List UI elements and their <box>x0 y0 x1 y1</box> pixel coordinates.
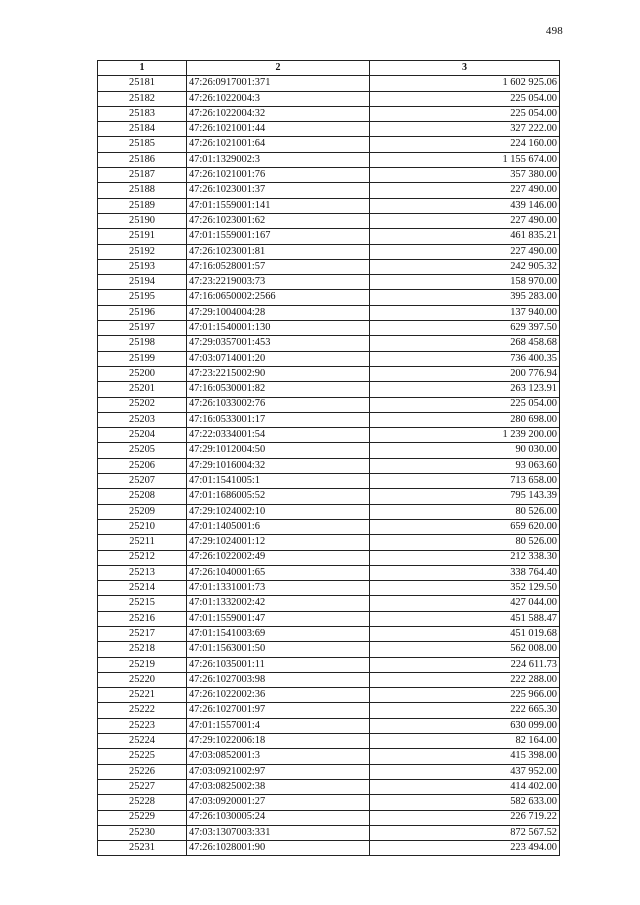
table-row <box>98 626 560 641</box>
cadastral-value-cell: 227 490.00 <box>370 183 560 198</box>
table-row <box>98 275 560 290</box>
table-row <box>98 397 560 412</box>
table-row <box>98 290 560 305</box>
row-number-cell: 25191 <box>98 229 187 244</box>
cadastral-number-cell: 47:03:0920001:27 <box>187 795 370 810</box>
cadastral-number-cell: 47:29:1024001:12 <box>187 535 370 550</box>
table-row <box>98 91 560 106</box>
table-row <box>98 611 560 626</box>
cadastral-number-cell: 47:01:1559001:167 <box>187 229 370 244</box>
cadastral-value-cell: 263 123.91 <box>370 382 560 397</box>
cadastral-value-cell: 225 054.00 <box>370 106 560 121</box>
row-number-cell: 25212 <box>98 550 187 565</box>
row-number-cell: 25207 <box>98 474 187 489</box>
cadastral-number-cell: 47:26:1023001:37 <box>187 183 370 198</box>
cadastral-number-cell: 47:26:1035001:11 <box>187 657 370 672</box>
row-number-cell: 25210 <box>98 519 187 534</box>
cadastral-number-cell: 47:01:1541003:69 <box>187 626 370 641</box>
cadastral-number-cell: 47:03:0825002:38 <box>187 779 370 794</box>
cadastral-number-cell: 47:01:1557001:4 <box>187 718 370 733</box>
table-row <box>98 321 560 336</box>
table-row <box>98 198 560 213</box>
cadastral-number-cell: 47:26:1021001:44 <box>187 122 370 137</box>
table-row <box>98 428 560 443</box>
cadastral-number-cell: 47:03:0921002:97 <box>187 764 370 779</box>
row-number-cell: 25231 <box>98 841 187 856</box>
cadastral-value-cell: 80 526.00 <box>370 504 560 519</box>
row-number-cell: 25205 <box>98 443 187 458</box>
row-number-cell: 25186 <box>98 152 187 167</box>
cadastral-number-cell: 47:26:1022004:3 <box>187 91 370 106</box>
table-row <box>98 825 560 840</box>
table-row <box>98 305 560 320</box>
column-header-1: 1 <box>98 61 187 76</box>
cadastral-value-cell: 451 588.47 <box>370 611 560 626</box>
row-number-cell: 25195 <box>98 290 187 305</box>
cadastral-value-cell: 225 054.00 <box>370 91 560 106</box>
table-row <box>98 474 560 489</box>
table-row <box>98 642 560 657</box>
row-number-cell: 25193 <box>98 259 187 274</box>
row-number-cell: 25213 <box>98 565 187 580</box>
cadastral-value-cell: 395 283.00 <box>370 290 560 305</box>
row-number-cell: 25220 <box>98 672 187 687</box>
cadastral-value-cell: 1 155 674.00 <box>370 152 560 167</box>
row-number-cell: 25216 <box>98 611 187 626</box>
table-row <box>98 734 560 749</box>
cadastral-value-cell: 224 611.73 <box>370 657 560 672</box>
cadastral-number-cell: 47:26:1030005:24 <box>187 810 370 825</box>
row-number-cell: 25184 <box>98 122 187 137</box>
cadastral-value-cell: 242 905.32 <box>370 259 560 274</box>
row-number-cell: 25228 <box>98 795 187 810</box>
cadastral-number-cell: 47:01:1559001:141 <box>187 198 370 213</box>
row-number-cell: 25181 <box>98 76 187 91</box>
cadastral-number-cell: 47:26:1033002:76 <box>187 397 370 412</box>
row-number-cell: 25202 <box>98 397 187 412</box>
table-row <box>98 213 560 228</box>
row-number-cell: 25199 <box>98 351 187 366</box>
cadastral-value-cell: 137 940.00 <box>370 305 560 320</box>
cadastral-number-cell: 47:26:1022002:49 <box>187 550 370 565</box>
cadastral-number-cell: 47:16:0530001:82 <box>187 382 370 397</box>
cadastral-number-cell: 47:01:1405001:6 <box>187 519 370 534</box>
row-number-cell: 25183 <box>98 106 187 121</box>
row-number-cell: 25200 <box>98 366 187 381</box>
table-row <box>98 688 560 703</box>
cadastral-value-cell: 223 494.00 <box>370 841 560 856</box>
cadastral-number-cell: 47:29:1012004:50 <box>187 443 370 458</box>
cadastral-value-cell: 93 063.60 <box>370 458 560 473</box>
table-row <box>98 749 560 764</box>
table-row <box>98 810 560 825</box>
cadastral-value-cell: 227 490.00 <box>370 244 560 259</box>
table-row <box>98 366 560 381</box>
table-row <box>98 351 560 366</box>
table-row <box>98 489 560 504</box>
cadastral-value-cell: 414 402.00 <box>370 779 560 794</box>
row-number-cell: 25194 <box>98 275 187 290</box>
table-row <box>98 106 560 121</box>
cadastral-value-cell: 461 835.21 <box>370 229 560 244</box>
cadastral-value-cell: 415 398.00 <box>370 749 560 764</box>
cadastral-number-cell: 47:01:1563001:50 <box>187 642 370 657</box>
cadastral-number-cell: 47:01:1332002:42 <box>187 596 370 611</box>
row-number-cell: 25192 <box>98 244 187 259</box>
cadastral-value-cell: 795 143.39 <box>370 489 560 504</box>
table-row <box>98 672 560 687</box>
row-number-cell: 25201 <box>98 382 187 397</box>
cadastral-number-cell: 47:01:1686005:52 <box>187 489 370 504</box>
cadastral-value-cell: 90 030.00 <box>370 443 560 458</box>
cadastral-value-cell: 736 400.35 <box>370 351 560 366</box>
cadastral-value-table <box>97 60 560 856</box>
cadastral-value-cell: 630 099.00 <box>370 718 560 733</box>
cadastral-number-cell: 47:26:1023001:81 <box>187 244 370 259</box>
row-number-cell: 25208 <box>98 489 187 504</box>
row-number-cell: 25227 <box>98 779 187 794</box>
cadastral-number-cell: 47:03:1307003:331 <box>187 825 370 840</box>
cadastral-value-cell: 582 633.00 <box>370 795 560 810</box>
row-number-cell: 25189 <box>98 198 187 213</box>
table-row <box>98 259 560 274</box>
row-number-cell: 25209 <box>98 504 187 519</box>
row-number-cell: 25226 <box>98 764 187 779</box>
cadastral-value-cell: 200 776.94 <box>370 366 560 381</box>
row-number-cell: 25197 <box>98 321 187 336</box>
row-number-cell: 25190 <box>98 213 187 228</box>
cadastral-number-cell: 47:16:0528001:57 <box>187 259 370 274</box>
table-row <box>98 535 560 550</box>
cadastral-value-cell: 222 288.00 <box>370 672 560 687</box>
table-row <box>98 76 560 91</box>
row-number-cell: 25218 <box>98 642 187 657</box>
cadastral-value-cell: 226 719.22 <box>370 810 560 825</box>
table-row <box>98 168 560 183</box>
cadastral-number-cell: 47:03:0852001:3 <box>187 749 370 764</box>
table-row <box>98 244 560 259</box>
row-number-cell: 25211 <box>98 535 187 550</box>
row-number-cell: 25222 <box>98 703 187 718</box>
cadastral-number-cell: 47:29:1016004:32 <box>187 458 370 473</box>
cadastral-value-cell: 227 490.00 <box>370 213 560 228</box>
row-number-cell: 25230 <box>98 825 187 840</box>
cadastral-value-cell: 222 665.30 <box>370 703 560 718</box>
table-row <box>98 779 560 794</box>
cadastral-value-cell: 357 380.00 <box>370 168 560 183</box>
cadastral-number-cell: 47:29:0357001:453 <box>187 336 370 351</box>
cadastral-number-cell: 47:26:1022004:32 <box>187 106 370 121</box>
cadastral-number-cell: 47:26:1021001:76 <box>187 168 370 183</box>
cadastral-value-cell: 713 658.00 <box>370 474 560 489</box>
row-number-cell: 25224 <box>98 734 187 749</box>
cadastral-number-cell: 47:26:1027001:97 <box>187 703 370 718</box>
cadastral-value-cell: 352 129.50 <box>370 581 560 596</box>
cadastral-number-cell: 47:23:2215002:90 <box>187 366 370 381</box>
cadastral-number-cell: 47:01:1559001:47 <box>187 611 370 626</box>
table-row <box>98 336 560 351</box>
cadastral-value-cell: 1 239 200.00 <box>370 428 560 443</box>
row-number-cell: 25229 <box>98 810 187 825</box>
cadastral-value-cell: 280 698.00 <box>370 412 560 427</box>
cadastral-number-cell: 47:01:1541005:1 <box>187 474 370 489</box>
row-number-cell: 25221 <box>98 688 187 703</box>
row-number-cell: 25225 <box>98 749 187 764</box>
row-number-cell: 25206 <box>98 458 187 473</box>
cadastral-value-cell: 562 008.00 <box>370 642 560 657</box>
cadastral-number-cell: 47:26:1022002:36 <box>187 688 370 703</box>
cadastral-number-cell: 47:01:1331001:73 <box>187 581 370 596</box>
cadastral-number-cell: 47:26:0917001:371 <box>187 76 370 91</box>
cadastral-number-cell: 47:01:1329002:3 <box>187 152 370 167</box>
row-number-cell: 25198 <box>98 336 187 351</box>
table-row <box>98 764 560 779</box>
table-row <box>98 841 560 856</box>
column-header-3: 3 <box>370 61 560 76</box>
cadastral-value-cell: 80 526.00 <box>370 535 560 550</box>
row-number-cell: 25214 <box>98 581 187 596</box>
cadastral-number-cell: 47:16:0650002:2566 <box>187 290 370 305</box>
table-row <box>98 596 560 611</box>
table-row <box>98 795 560 810</box>
table-header-row <box>98 61 560 76</box>
cadastral-value-cell: 224 160.00 <box>370 137 560 152</box>
cadastral-number-cell: 47:29:1022006:18 <box>187 734 370 749</box>
page-number: 498 <box>545 25 563 37</box>
cadastral-value-cell: 427 044.00 <box>370 596 560 611</box>
cadastral-number-cell: 47:26:1040001:65 <box>187 565 370 580</box>
table-row <box>98 718 560 733</box>
cadastral-value-cell: 659 620.00 <box>370 519 560 534</box>
row-number-cell: 25188 <box>98 183 187 198</box>
cadastral-value-cell: 338 764.40 <box>370 565 560 580</box>
table-row <box>98 443 560 458</box>
cadastral-value-cell: 212 338.30 <box>370 550 560 565</box>
cadastral-value-cell: 1 602 925.06 <box>370 76 560 91</box>
cadastral-number-cell: 47:29:1024002:10 <box>187 504 370 519</box>
row-number-cell: 25217 <box>98 626 187 641</box>
table-row <box>98 229 560 244</box>
cadastral-value-cell: 629 397.50 <box>370 321 560 336</box>
row-number-cell: 25185 <box>98 137 187 152</box>
row-number-cell: 25204 <box>98 428 187 443</box>
cadastral-value-cell: 327 222.00 <box>370 122 560 137</box>
table-row <box>98 122 560 137</box>
row-number-cell: 25203 <box>98 412 187 427</box>
cadastral-value-cell: 82 164.00 <box>370 734 560 749</box>
row-number-cell: 25215 <box>98 596 187 611</box>
table-row <box>98 703 560 718</box>
table-body <box>98 76 560 856</box>
cadastral-number-cell: 47:26:1028001:90 <box>187 841 370 856</box>
cadastral-value-cell: 268 458.68 <box>370 336 560 351</box>
cadastral-number-cell: 47:26:1023001:62 <box>187 213 370 228</box>
table-row <box>98 565 560 580</box>
table-row <box>98 137 560 152</box>
cadastral-number-cell: 47:16:0533001:17 <box>187 412 370 427</box>
cadastral-number-cell: 47:23:2219003:73 <box>187 275 370 290</box>
table-row <box>98 550 560 565</box>
cadastral-value-cell: 439 146.00 <box>370 198 560 213</box>
table-row <box>98 382 560 397</box>
cadastral-number-cell: 47:26:1021001:64 <box>187 137 370 152</box>
row-number-cell: 25182 <box>98 91 187 106</box>
table-row <box>98 504 560 519</box>
cadastral-value-cell: 225 966.00 <box>370 688 560 703</box>
table-row <box>98 458 560 473</box>
cadastral-number-cell: 47:22:0334001:54 <box>187 428 370 443</box>
table-row <box>98 657 560 672</box>
cadastral-value-cell: 451 019.68 <box>370 626 560 641</box>
cadastral-value-cell: 872 567.52 <box>370 825 560 840</box>
column-header-2: 2 <box>187 61 370 76</box>
table-row <box>98 152 560 167</box>
cadastral-value-cell: 158 970.00 <box>370 275 560 290</box>
cadastral-number-cell: 47:01:1540001:130 <box>187 321 370 336</box>
row-number-cell: 25187 <box>98 168 187 183</box>
cadastral-number-cell: 47:29:1004004:28 <box>187 305 370 320</box>
table-row <box>98 581 560 596</box>
cadastral-number-cell: 47:26:1027003:98 <box>187 672 370 687</box>
row-number-cell: 25219 <box>98 657 187 672</box>
cadastral-number-cell: 47:03:0714001:20 <box>187 351 370 366</box>
table-row <box>98 183 560 198</box>
table-row <box>98 519 560 534</box>
cadastral-value-cell: 437 952.00 <box>370 764 560 779</box>
row-number-cell: 25223 <box>98 718 187 733</box>
row-number-cell: 25196 <box>98 305 187 320</box>
cadastral-value-cell: 225 054.00 <box>370 397 560 412</box>
table-row <box>98 412 560 427</box>
